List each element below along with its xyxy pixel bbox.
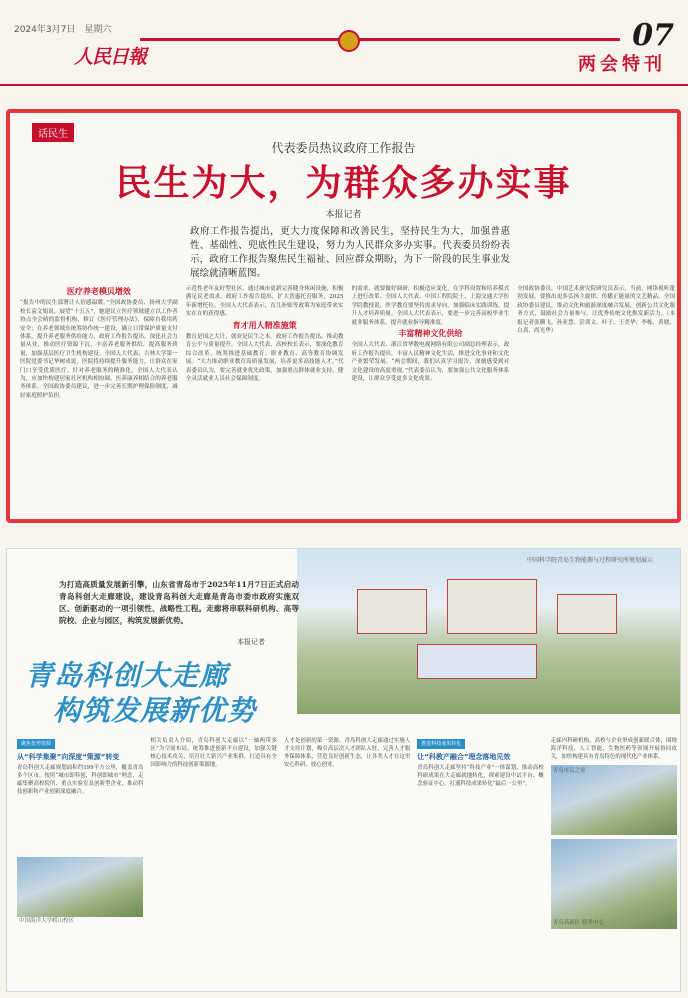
building-shape: [557, 594, 617, 634]
column-tag: 话民生: [32, 123, 74, 142]
section-tag: 推进科技成果转化: [417, 739, 465, 749]
text-column: [17, 737, 143, 987]
photo-caption: 青岛高新区 服务中心: [552, 920, 604, 927]
building-shape: [357, 589, 427, 634]
article-byline: 本报记者: [325, 210, 362, 220]
column-text: 青岛科创大走廊规划面积约199平方公里，覆盖青岛多个区市。按照“城市即科创，科创即城市”理念，走廊集聚高校院所、重点实验室及创新型企业，推动科技创新和产业创新深度融合。: [17, 765, 144, 796]
city-photo: [551, 765, 677, 835]
text-column: [517, 285, 675, 515]
article-qingdao[interactable]: [6, 548, 681, 992]
column-text: 全国人大代表、浙江省华数电视网络有限公司副总经理表示，政府工作报告提出，丰富人民精神文化生活，推进文化事业和文化产业繁荣发展。“两会期间，我们认真学习报告，深刻感受到对文化建设的高度重视。”代表委员认为，要加强公共文化服务体系建设，让群众享受更多文化成果。: [351, 342, 510, 383]
column-text: 的需求，就要做好调研，积极适应变化，在学科设置和培养模式上进行改革。全国人大代表、中国工程院院士、上海交通大学医学院教授说，医学教育要坚持需求导向，加强临床实践训练，提升人才培养质量。全国人大代表表示，要进一步完善高校毕业生就业服务体系，提升就业指导精准度。: [351, 286, 510, 326]
masthead-rule: [140, 38, 620, 41]
emblem-icon: [338, 30, 360, 52]
article-columns: [17, 737, 677, 987]
feature-title-line1: 青岛科创大走廊: [25, 659, 229, 692]
subheading: 丰富精神文化供给: [398, 329, 463, 339]
subheading: 从“科学集聚”向深度“策源”转变: [17, 753, 120, 762]
article-columns: [20, 285, 675, 515]
section-tag: 聚焦优势资源: [17, 739, 55, 749]
text-column: [186, 285, 344, 515]
article-byline: 本报记者: [237, 638, 265, 646]
column-text: 示范性老年友好型社区，通过城市更新完善健身休闲设施，积极满足民老需求。政府工作报告提出，扩大普惠托育服务，2025年新增托位。全国人大代表表示，育儿补贴等政策为家庭带来实实在在的获得感。: [185, 286, 344, 318]
campus-photo: [17, 857, 143, 925]
column-text: 人才是创新的第一资源。青岛科创大走廊通过实施人才支持计划，吸引高层次人才团队入驻，完善人才服务保障体系，营造良好创新生态，让各类人才在这里安心科研、放心创业。: [283, 738, 411, 769]
text-column: [551, 737, 677, 987]
article-livelihood[interactable]: [6, 109, 681, 523]
issue-date: 2024年3月7日 星期六: [14, 25, 112, 35]
page-number: 07: [632, 18, 674, 53]
masthead: [0, 0, 688, 92]
hero-caption: 中国科学院青岛生物能源与过程研究所规划展示: [527, 557, 654, 564]
subheading: 医疗养老模贝增效: [66, 287, 131, 296]
article-kicker: 代表委员热议政府工作报告: [271, 141, 416, 155]
district-photo: [551, 839, 677, 929]
text-column: [150, 737, 276, 987]
column-text: 全国政协委员、中国艺术研究院研究员表示，当前，网络视听蓬勃发展，要推出更多弘扬主旋律、传播正能量的文艺精品。全国政协委员建议，推动文化和旅游深度融合发展，创新公共文化服务方式，鼓励社会力量参与，让优秀传统文化焕发新活力。（本报记者张腾飞、孙亚慧、彭训文、叶子、王美华、李栋、黄晓、白真、尚光华）: [517, 286, 675, 335]
feature-title-line2: 构筑发展新优势: [53, 694, 257, 727]
newspaper-logo: 人民日報: [74, 46, 147, 68]
text-column: [352, 285, 510, 515]
column-text: 青岛科创大走廊坚持“科技产业”一体谋划，推动高校科研成果在大走廊就地转化，探索建设中试平台、概念验证中心，打通科技成果转化“最后一公里”。: [417, 765, 544, 788]
column-text: “报告中的民生部署让人倍感温暖。”全国政协委员、扬州大学副校长袁文娟说。展望“十五五”，她建议立医疗领域建立以工作者协点全会晴的监督机构，修订《医疗管理办法》，保障自我用药安全；在养老领域东统筹协作统一建设，确立日常保护质量支付体系，提升养老服务供给能力。政府工作报告提出，深化社会力量从业，推动医疗资源下沉，丰富养老服务供给，提高服务质量，加强基层医疗卫生机构建设。全国人大代表、吉林大学第一医院党委书记华树成说，医院将持续提升服务能力，让群众在家门口享受优质医疗。针对养老服务的精准化，全国人大代表认为，应加快构建居家社区机构相协调、医养康养相结合的养老服务体系。全国政协委员建议，进一步完善长期护理保险制度，减轻家庭照护负担。: [20, 300, 178, 399]
hero-photo: [297, 549, 681, 714]
masthead-divider: [0, 84, 688, 86]
column-text: 走廊内科研机构、高校与企业形成创新联合体，围绕海洋科技、人工智能、生物医药等领域开展协同攻关，加快构建具有青岛特色的现代化产业体系。: [550, 738, 678, 761]
building-shape: [417, 644, 537, 679]
text-column: [20, 285, 178, 515]
column-text: 教育是国之大计，就业是民生之本。政府工作报告提出，推动教育公平与质量提升。全国人大代表、高校校长表示，要深化教育综合改革，统筹推进基础教育、职业教育、高等教育协调发展。“大力推动职业教育高质量发展，培养更多高技能人才。”代表委员认为，要完善就业优先政策，加强重点群体就业支持，健全灵活就业人员社会保障制度。: [185, 334, 344, 383]
text-column: [417, 737, 543, 987]
subheading: 让“科教产融合”理念落地见效: [417, 753, 511, 762]
article-lead: 政府工作报告提出，更大力度保障和改善民生，坚持民生为大，加强普惠性、基础性、兜底性民生建设，努力为人民群众多办实事。代表委员纷纷表示，政府工作报告聚焦民生福祉、回应群众期盼，为下一阶段的民生事业发展绘就清晰蓝图。: [190, 226, 510, 279]
article-intro: 为打造高质量发展新引擎，山东省青岛市于2025年11月7日正式启动青岛科创大走廊建设，建设青岛科创大走廊是青岛市委市政府实施双区、创新驱动的一项引领性、战略性工程。走廊将串联科研机构、高等院校、企业与园区，构筑发展新优势。: [59, 580, 299, 625]
subheading: 育才用人精准施策: [232, 320, 297, 330]
text-column: [284, 737, 410, 987]
section-title: 两会特刊: [578, 54, 666, 75]
building-shape: [447, 579, 537, 634]
photo-caption: 中国海洋大学崂山校区: [19, 918, 75, 925]
photo-caption: 青岛市民之家: [552, 768, 586, 775]
article-headline: 民生为大，为群众多办实事: [115, 163, 572, 204]
column-text: 相关负责人介绍，青岛科创大走廊以“一轴两带多区”为空间布局，统筹推进创新平台建设，加强关键核心技术攻关，培育壮大新兴产业集群，打造具有全国影响力的科技创新策源地。: [150, 738, 277, 769]
